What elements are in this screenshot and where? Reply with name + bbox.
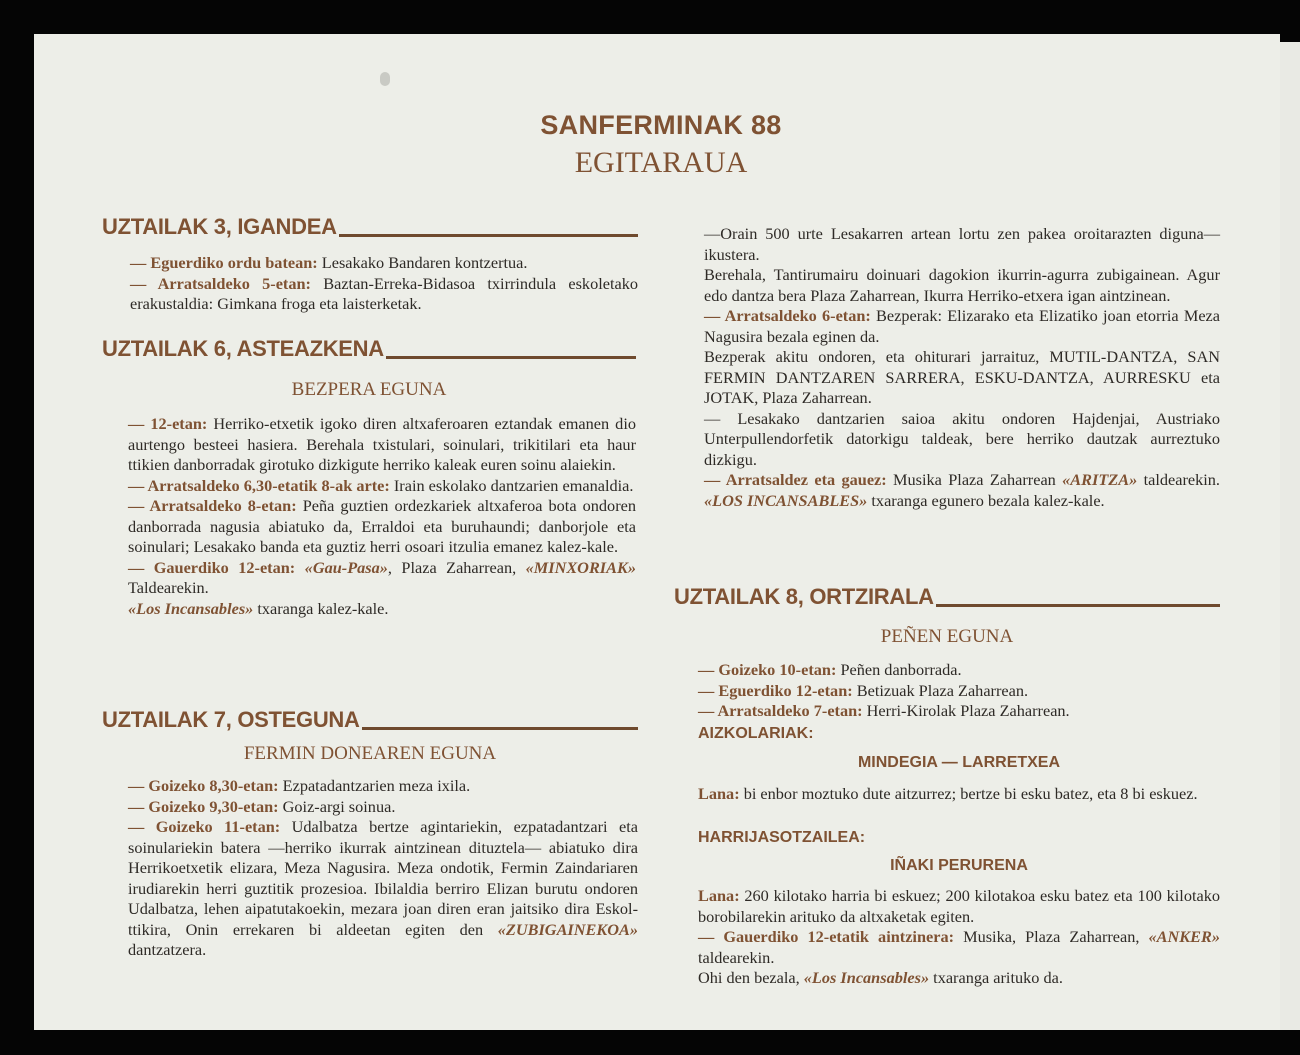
schedule-item	[704, 306, 1220, 347]
time-label: — Eguerdiko ordu batean:	[130, 253, 318, 272]
item-text: Bezperak: Elizarako eta Elizatiko joan etorria Meza Nagusira bezala eginen da.	[704, 306, 1221, 346]
item-text: Taldearekin.	[128, 578, 209, 597]
paragraph: Berehala, Tantirumairu doinuari dagokion ikurrin-agurra zubigainean. Agur edo dantza bera Plaza Zaharrean, Ikurra Herriko-etxera igan aintzinean.	[704, 265, 1220, 305]
item-text: txaranga arituko da.	[929, 968, 1063, 987]
heading-rule	[386, 356, 636, 359]
heading-rule	[362, 727, 638, 730]
schedule-item	[128, 496, 636, 558]
day-heading-uztailak-7	[102, 707, 638, 733]
task-label: Lana:	[698, 784, 740, 803]
schedule-item	[128, 414, 636, 476]
section-subtitle: BEZPERA EGUNA	[291, 379, 447, 400]
item-text: Peña guztien ordezkariek altxaferoa bota ondoren danborrada nagusia abiatuko da, Erraldoi eta buruhaundi; danborjole eta soinulari; Lesakako banda eta guztiz herri osoari itzulia emanez kalez-kale.	[128, 496, 636, 556]
aizkolariak-task	[698, 784, 1220, 805]
time-label: — Arratsaldeko 6-etan:	[704, 306, 871, 325]
schedule-item	[128, 599, 636, 620]
day4-schedule	[698, 660, 1220, 722]
item-text: Irain eskolako dantzarien emanaldia.	[389, 475, 634, 495]
task-item	[698, 784, 1220, 805]
day-heading-text: UZTAILAK 7, OSTEGUNA	[102, 707, 360, 732]
item-text: bi enbor moztuko dute aitzurrez; bertze bi esku batez, eta 8 bi eskuez.	[739, 784, 1198, 803]
harrijasotzailea-name: IÑAKI PERURENA	[890, 857, 1028, 874]
day3-continued	[704, 224, 1220, 511]
section-subtitle: FERMIN DONEAREN EGUNA	[243, 743, 497, 764]
heading-rule	[339, 234, 638, 237]
harrijasotzailea-schedule	[698, 886, 1220, 989]
harrijasotzailea-heading: HARRIJASOTZAILEA:	[698, 829, 866, 846]
event-name: «Gau-Pasa»	[295, 557, 388, 577]
heading-rule	[936, 604, 1220, 607]
time-label: — Arratsaldeko 7-etan:	[698, 701, 863, 720]
item-text: txaranga egunero bezala kalez-kale.	[867, 490, 1105, 510]
item-text: Herri-Kirolak Plaza Zaharrean.	[862, 701, 1070, 720]
day3-schedule	[128, 776, 638, 961]
day-heading-uztailak-3	[102, 214, 638, 240]
schedule-item	[698, 701, 1220, 722]
time-label: — Arratsaldeko 8-etan:	[128, 496, 297, 515]
item-text: taldearekin.	[698, 947, 775, 967]
item-text: Baztan-Erreka-Bidasoa txirrindula eskoletako erakustaldia: Gimkana froga eta laisterketak.	[130, 273, 638, 313]
item-text: Ohi den bezala,	[698, 968, 800, 987]
item-text: Udalbatza bertze agintariekin, ezpatadantzari eta soinulariekin batera —herriko ikurrak aintzinean dituztela— abiatuko dira Herrikoetxetik elizara, Meza Nagusira. Meza ondotik, Fermin Zaindariaren irudiarekin herri guztitik prozesioa. Ibilaldia berriro Elizan burutu ondoren Udalbatza, lehen aipatutakoekin, mezara joan diren eran jaitsiko dira Eskol-ttikira, Onin errekaren bi aldeetan egiten den	[128, 817, 638, 939]
day-heading-text: UZTAILAK 6, ASTEAZKENA	[102, 336, 384, 361]
item-text: 260 kilotako harria bi eskuez; 200 kilotakoa esku batez eta 100 kilotako borobilarekin arituko da altxaketak egiten.	[698, 886, 1220, 926]
item-text: taldearekin.	[1137, 470, 1220, 489]
page-title: SANFERMINAK 88	[540, 110, 782, 140]
page-subtitle: EGITARAUA	[574, 146, 748, 179]
schedule-item	[698, 927, 1220, 968]
time-label: — Goizeko 10-etan:	[698, 660, 837, 679]
task-item	[698, 886, 1220, 927]
time-label: — Eguerdiko 12-etan:	[698, 680, 853, 700]
day-heading-text: UZTAILAK 8, ORTZIRALA	[674, 584, 934, 609]
schedule-item	[698, 681, 1220, 702]
day1-schedule	[130, 253, 638, 315]
item-text: Musika, Plaza Zaharrean,	[954, 927, 1140, 946]
group-name: «ARITZA»	[1055, 470, 1138, 489]
schedule-item	[698, 968, 1220, 989]
schedule-item	[128, 797, 638, 818]
item-text: Ezpatadantzarien meza ixila.	[278, 776, 471, 795]
time-label: — Gauerdiko 12-etan:	[128, 557, 296, 577]
item-text: Peñen danborrada.	[836, 660, 962, 679]
item-text: Betizuak Plaza Zaharrean.	[852, 680, 1029, 700]
schedule-item	[128, 558, 636, 599]
schedule-item	[698, 660, 1220, 681]
group-name: «MINXORIAK»	[516, 557, 636, 577]
section-subtitle: PEÑEN EGUNA	[880, 626, 1014, 647]
paragraph: Bezperak akitu ondoren, eta ohiturari jarraituz, MUTIL-DANTZA, SAN FERMIN DANTZAREN SARRERA, ESKU-DANTZA, AURRESKU eta JOTAK, Plaza Zaharrean.	[704, 347, 1220, 407]
item-text: Goiz-argi soinua.	[278, 796, 396, 816]
time-label: — Gauerdiko 12-etatik aintzinera:	[698, 927, 955, 946]
aizkolariak-names: MINDEGIA — LARRETXEA	[857, 754, 1061, 771]
schedule-item	[128, 817, 638, 961]
group-name: «Los Incansables»	[799, 968, 930, 987]
time-label: — 12-etan:	[128, 414, 208, 433]
time-label: — Arratsaldeko 5-etan:	[130, 273, 311, 293]
group-name: «LOS INCANSABLES»	[704, 490, 868, 510]
item-text: Herriko-etxetik igoko diren altxaferoaren eztandak emanen dio aurtengo besteei hasiera. Berehala txistulari, soinulari, trikitilari eta haur ttikien danborradak girotuko dizkigute herriko kaleak euren soinu alaiekin.	[128, 414, 636, 474]
paragraph: — Lesakako dantzarien saioa akitu ondoren Hajdenjai, Austriako Unterpullendorfetik datorkigu taldeak, bere herriko dautzak aurreztuko dizkigu.	[704, 408, 1220, 469]
item-text: txaranga kalez-kale.	[253, 598, 389, 618]
time-label: — Arratsaldeko 6,30-etatik 8-ak arte:	[128, 475, 390, 495]
paper-speck	[380, 72, 390, 86]
day2-schedule	[128, 414, 636, 619]
item-text: Lesakako Bandaren kontzertua.	[317, 253, 528, 272]
day-heading-text: UZTAILAK 3, IGANDEA	[102, 214, 337, 239]
next-page-edge	[1280, 42, 1300, 1030]
schedule-item	[128, 476, 636, 497]
time-label: — Arratsaldez eta gauez:	[704, 470, 887, 489]
paragraph: —Orain 500 urte Lesakarren artean lortu zen pakea oroitarazten diguna— ikustera.	[704, 224, 1220, 264]
item-text: Musika Plaza Zaharrean	[886, 470, 1056, 489]
group-name: «ANKER»	[1139, 927, 1220, 946]
time-label: — Goizeko 8,30-etan:	[128, 776, 279, 795]
time-label: — Goizeko 9,30-etan:	[128, 796, 279, 816]
dance-name: «ZUBIGAINEKOA»	[483, 919, 638, 939]
time-label: — Goizeko 11-etan:	[128, 817, 281, 836]
day-heading-uztailak-6	[102, 336, 636, 362]
task-label: Lana:	[698, 886, 740, 905]
schedule-item	[130, 253, 638, 274]
schedule-item	[130, 274, 638, 315]
schedule-item	[704, 470, 1220, 511]
aizkolariak-heading: AIZKOLARIAK:	[698, 725, 814, 742]
group-name: «Los Incansables»	[128, 598, 254, 618]
item-text: dantzatzera.	[128, 940, 207, 959]
item-text: , Plaza Zaharrean,	[387, 557, 517, 577]
day-heading-uztailak-8	[674, 584, 1220, 610]
schedule-item	[128, 776, 638, 797]
